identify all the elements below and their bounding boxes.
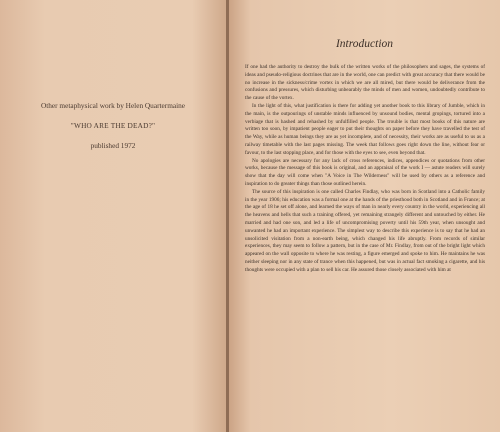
paragraph: If one had the authority to destroy the bulk of the written works of the philosophers and sages, the systems of ideas and pseudo-religious doctrines that are in the world, one can predict with great accuracy that there would be no increase in the sickness/crime vortex in which we are all mired, but there would be deliverance from the confusions and pressures, which disturbing unbearably the minds of men and women, undoubtedly contribute to the cause of the vortex. [245,64,485,102]
other-works-note [10,101,216,151]
other-work-title: "WHO ARE THE DEAD?" [70,121,156,130]
left-page [0,0,226,432]
other-works-heading: Other metaphysical work by Helen Quartermaine [40,101,186,110]
chapter-title: Introduction [335,38,394,50]
paragraph: In the light of this, what justification is there for adding yet another book to this library of Jumble, which in the main, is the outpourings of unstable minds influenced by unsound bodies, mental gropings, tortured into a verbiage that is hashed and rehashed by unfulfilled people. The trouble is that most books of this nature are written too soon, by impatient people eager to put their thoughts on paper before they have travelled the test of the Way, while as human beings they are as yet incomplete, and of necessity, their works are as useful to us as a railway timetable with the last pages missing. The week that follows goes right down the line, without fear or favour, to the last stopping place, and for those with the eyes to see, even beyond that. [245,102,485,156]
paragraph: No apologies are necessary for any lack of cross references, indices, appendices or quotations from other works, because the message of this book is original, and an appraisal of the work I — astute readers will surely show that the day will come when "A Voice in The Wilderness" will be used by others as a reference and inspiration to do greater things than those outlined herein. [245,157,485,187]
publication-year: published 1972 [90,141,136,150]
paragraph: The source of this inspiration is one called Charles Findlay, who was born in Scotland into a Catholic family in the year 1906; his education was a formal one at the hands of the priesthood both in Scotland and in France; at the age of 18 he set off alone, and learned the ways of man in nearly every country in the world, experiencing all the heavens and hells that such a training offered, yet remaining strangely different and untouched by either. He married and had one son, and led a life of uncompromising poverty until his 59th year, when unsought and unwanted he had an important experience. The simplest way to describe this experience is to say that he had an unsolicited visitation from a non-earth being, which changed his life abruptly. From records of similar experiences, they may seem to follow a pattern, but in the case of Mr. Findlay, from out of the bright light which appeared on the wall opposite to where he was resting, a figure emerged and spoke to him. He maintains he was neither sleeping nor in any state of trance when this happened, but was in actual fact smoking a cigarette, and his thoughts were occupied with a plan to sell his car. He assured those closely associated with him at [245,188,485,273]
introduction-body [245,64,485,275]
